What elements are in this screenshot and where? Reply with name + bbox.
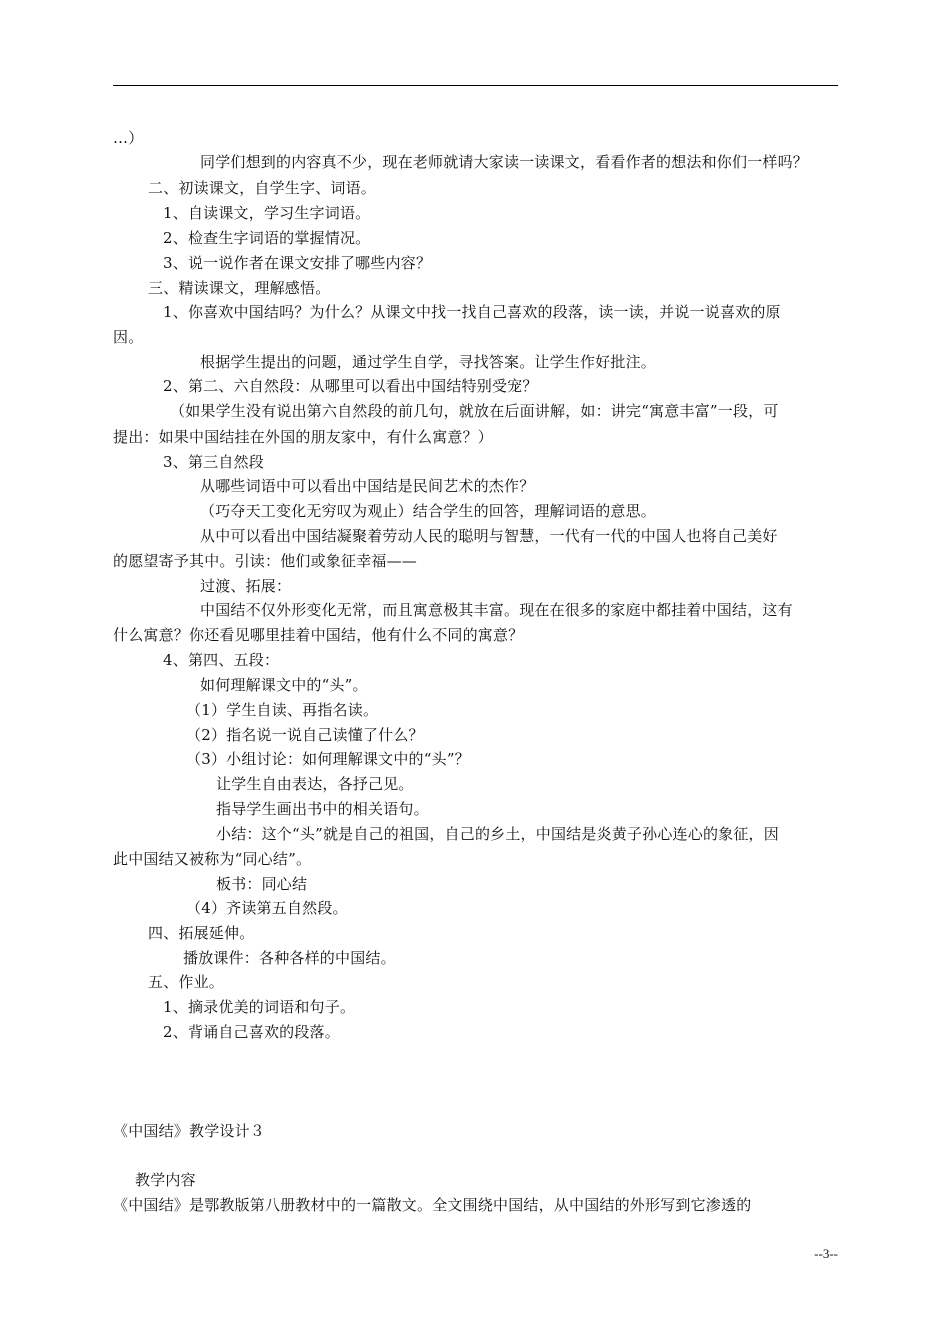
text-line: 播放课件：各种各样的中国结。 bbox=[183, 949, 396, 967]
text-line: 提出：如果中国结挂在外国的朋友家中，有什么寓意？） bbox=[113, 428, 494, 446]
text-line: 此中国结又被称为“同心结”。 bbox=[113, 850, 312, 868]
text-line: 因。 bbox=[113, 328, 144, 346]
text-line: 《中国结》是鄂教版第八册教材中的一篇散文。全文围绕中国结，从中国结的外形写到它渗透的 bbox=[113, 1196, 752, 1214]
text-line: （1）学生自读、再指名读。 bbox=[186, 701, 379, 719]
text-line: 从中可以看出中国结凝聚着劳动人民的聪明与智慧，一代有一代的中国人也将自己美好 bbox=[200, 527, 778, 545]
text-line: （巧夺天工变化无穷叹为观止）结合学生的回答，理解词语的意思。 bbox=[200, 502, 657, 520]
text-line: 3、第三自然段 bbox=[163, 453, 264, 471]
text-line: 根据学生提出的问题，通过学生自学，寻找答案。让学生作好批注。 bbox=[200, 353, 657, 371]
text-line: 的愿望寄予其中。引读：他们或象征幸福—— bbox=[113, 552, 418, 570]
section-heading: 五、作业。 bbox=[148, 973, 225, 991]
section-heading: 教学内容 bbox=[135, 1171, 196, 1189]
section-heading: 四、拓展延伸。 bbox=[148, 924, 255, 942]
header-rule bbox=[113, 85, 838, 86]
text-line: 4、第四、五段： bbox=[163, 651, 280, 669]
text-line: 过渡、拓展： bbox=[200, 577, 292, 595]
text-line: （4）齐读第五自然段。 bbox=[186, 899, 348, 917]
page-number: --3-- bbox=[814, 1246, 838, 1261]
text-line: （2）指名说一说自己读懂了什么？ bbox=[186, 726, 424, 744]
document-title: 《中国结》教学设计３ bbox=[113, 1122, 266, 1140]
text-line: 如何理解课文中的“头”。 bbox=[200, 676, 368, 694]
text-line: 2、检查生字词语的掌握情况。 bbox=[163, 229, 371, 247]
text-line: 小结：这个“头”就是自己的祖国，自己的乡土，中国结是炎黄子孙心连心的象征，因 bbox=[216, 825, 779, 843]
text-line: （如果学生没有说出第六自然段的前几句，就放在后面讲解，如：讲完“寓意丰富”一段，可 bbox=[170, 402, 779, 420]
text-line: 3、说一说作者在课文安排了哪些内容？ bbox=[163, 254, 432, 272]
section-heading: 二、初读课文，自学生字、词语。 bbox=[148, 179, 377, 197]
text-line: 1、自读课文，学习生字词语。 bbox=[163, 204, 371, 222]
text-line: 板书：同心结 bbox=[216, 875, 308, 893]
text-line: （3）小组讨论：如何理解课文中的“头”？ bbox=[186, 750, 470, 768]
text-line: …） bbox=[113, 129, 144, 147]
text-line: 1、摘录优美的词语和句子。 bbox=[163, 998, 356, 1016]
text-line: 指导学生画出书中的相关语句。 bbox=[216, 800, 429, 818]
text-line: 中国结不仅外形变化无常，而且寓意极其丰富。现在在很多的家庭中都挂着中国结，这有 bbox=[200, 601, 793, 619]
text-line: 让学生自由表达，各抒己见。 bbox=[216, 775, 414, 793]
text-line: 1、你喜欢中国结吗？为什么？从课文中找一找自己喜欢的段落，读一读，并说一说喜欢的原 bbox=[163, 303, 781, 321]
text-line: 从哪些词语中可以看出中国结是民间艺术的杰作？ bbox=[200, 477, 535, 495]
text-line: 2、第二、六自然段：从哪里可以看出中国结特别受宠？ bbox=[163, 377, 538, 395]
text-line: 什么寓意？你还看见哪里挂着中国结，他有什么不同的寓意？ bbox=[113, 626, 524, 644]
section-heading: 三、精读课文，理解感悟。 bbox=[148, 279, 331, 297]
text-line: 同学们想到的内容真不少，现在老师就请大家读一读课文，看看作者的想法和你们一样吗？ bbox=[200, 153, 809, 171]
text-line: 2、背诵自己喜欢的段落。 bbox=[163, 1023, 340, 1041]
